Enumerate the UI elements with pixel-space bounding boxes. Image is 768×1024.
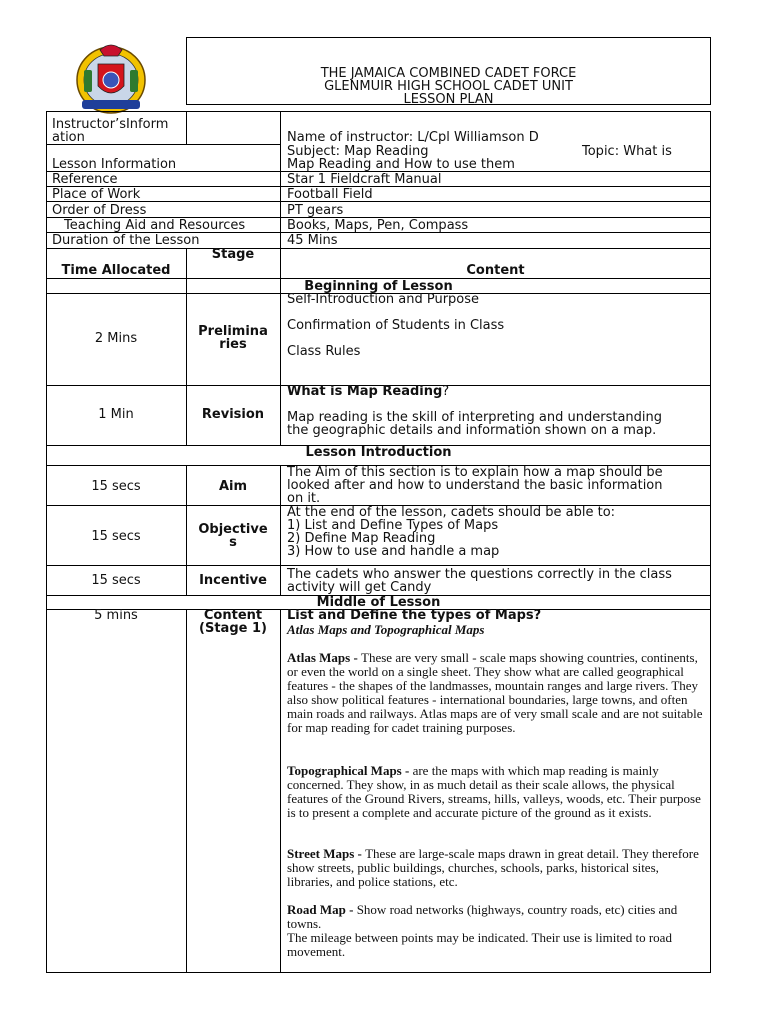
reference-label: Reference <box>52 172 118 187</box>
prelim-stage-cont: ries <box>219 337 247 352</box>
subject-value: Subject: Map Reading <box>287 144 429 159</box>
prelim-line-2: Confirmation of Students in Class <box>287 318 505 333</box>
title-line-2: GLENMUIR HIGH SCHOOL CADET UNIT <box>324 79 573 94</box>
content1-heading: List and Define the types of Maps? <box>287 608 542 623</box>
incentive-stage: Incentive <box>199 573 267 588</box>
aim-line-2: looked after and how to understand the basic information <box>287 478 663 493</box>
duration-label: Duration of the Lesson <box>52 233 200 248</box>
col-header-stage: Stage <box>211 247 255 262</box>
prelim-line-1: Self-Introduction and Purpose <box>287 292 480 307</box>
section-introduction: Lesson Introduction <box>305 445 452 460</box>
instructor-label: Instructor’sInform <box>52 117 169 132</box>
atlas-maps-text: These are very small - scale maps showing countries, continents, or even the world on a single sheet. They show what are called geographical features - the shapes of the landmasses, mountain ranges and large rivers. They also show political features - international boundaries, large towns, and often main roads and railways. Atlas maps are of very small scale and are not suitable for map reading for cadet training purposes. <box>287 650 703 735</box>
road-map-text-cont: The mileage between points may be indicated. Their use is limited to road movement. <box>287 930 672 959</box>
objectives-line-4: 3) How to use and handle a map <box>287 544 500 559</box>
revision-time: 1 Min <box>98 407 134 422</box>
objectives-line-1: At the end of the lesson, cadets should be able to: <box>287 505 616 520</box>
street-maps-paragraph <box>287 847 705 889</box>
atlas-maps-term: Atlas Maps - <box>287 650 362 665</box>
revision-heading-text: What is Map Reading <box>287 384 443 399</box>
instructor-label-cont: ation <box>52 130 85 145</box>
road-map-text: Show road networks (highways, country roads, etc) cities and towns. <box>287 902 678 931</box>
reference-value: Star 1 Fieldcraft Manual <box>287 172 442 187</box>
objectives-line-2: 1) List and Define Types of Maps <box>287 518 499 533</box>
title-line-1: THE JAMAICA COMBINED CADET FORCE <box>320 66 577 81</box>
dress-value: PT gears <box>287 203 344 218</box>
col-header-time: Time Allocated <box>61 263 171 278</box>
revision-line-2: the geographic details and information shown on a map. <box>287 423 657 438</box>
aim-stage: Aim <box>218 479 248 494</box>
col-header-content: Content <box>466 263 525 278</box>
revision-stage: Revision <box>201 407 265 422</box>
duration-value: 45 Mins <box>287 233 338 248</box>
lesson-info-label: Lesson Information <box>52 157 177 172</box>
prelim-line-3: Class Rules <box>287 344 361 359</box>
topographical-maps-paragraph <box>287 764 705 820</box>
road-map-paragraph <box>287 903 705 959</box>
aim-time: 15 secs <box>91 479 141 494</box>
aim-line-3: on it. <box>287 491 321 506</box>
incentive-line-1: The cadets who answer the questions correctly in the class <box>287 567 672 582</box>
topographical-maps-text: are the maps with which map reading is mainly concerned. They show, in as much detail as their scale allows, the physical features of the Ground Rivers, streams, hills, valleys, woods, etc. Their purpose is to present a complete and accurate picture of the ground as it exists. <box>287 763 701 820</box>
objectives-stage: Objective <box>198 522 268 537</box>
section-middle: Middle of Lesson <box>316 595 441 610</box>
objectives-time: 15 secs <box>91 529 141 544</box>
objectives-stage-cont: s <box>229 535 237 550</box>
atlas-maps-paragraph <box>287 651 705 735</box>
topographical-maps-term: Topographical Maps - <box>287 763 413 778</box>
content1-stage-cont: (Stage 1) <box>199 621 267 636</box>
title-line-3: LESSON PLAN <box>403 92 494 107</box>
subject-value-cont: Map Reading and How to use them <box>287 157 515 172</box>
road-map-term: Road Map - <box>287 902 357 917</box>
cadet-force-crest <box>70 36 152 116</box>
aids-value: Books, Maps, Pen, Compass <box>287 218 469 233</box>
incentive-line-2: activity will get Candy <box>287 580 432 595</box>
place-label: Place of Work <box>52 187 141 202</box>
revision-heading <box>287 385 449 398</box>
place-value: Football Field <box>287 187 373 202</box>
objectives-line-3: 2) Define Map Reading <box>287 531 436 546</box>
topic-value: Topic: What is <box>582 144 672 159</box>
content1-stage: Content <box>203 608 263 623</box>
prelim-stage: Prelimina <box>198 324 268 339</box>
dress-label: Order of Dress <box>52 203 147 218</box>
revision-line-1: Map reading is the skill of interpreting and understanding <box>287 410 663 425</box>
street-maps-term: Street Maps - <box>287 846 366 861</box>
aim-line-1: The Aim of this section is to explain how a map should be <box>287 465 663 480</box>
instructor-name: Name of instructor: L/Cpl Williamson D <box>287 130 539 145</box>
prelim-time: 2 Mins <box>94 331 138 346</box>
revision-heading-mark: ? <box>442 384 450 399</box>
street-maps-text: These are large-scale maps drawn in great detail. They therefore show streets, public buildings, churches, schools, parks, historical sites, libraries, and police stations, etc. <box>287 846 699 889</box>
content1-subheading: Atlas Maps and Topographical Maps <box>287 622 485 637</box>
aids-label: Teaching Aid and Resources <box>64 218 246 233</box>
incentive-time: 15 secs <box>91 573 141 588</box>
section-beginning: Beginning of Lesson <box>304 279 453 294</box>
content1-time: 5 mins <box>94 608 138 623</box>
